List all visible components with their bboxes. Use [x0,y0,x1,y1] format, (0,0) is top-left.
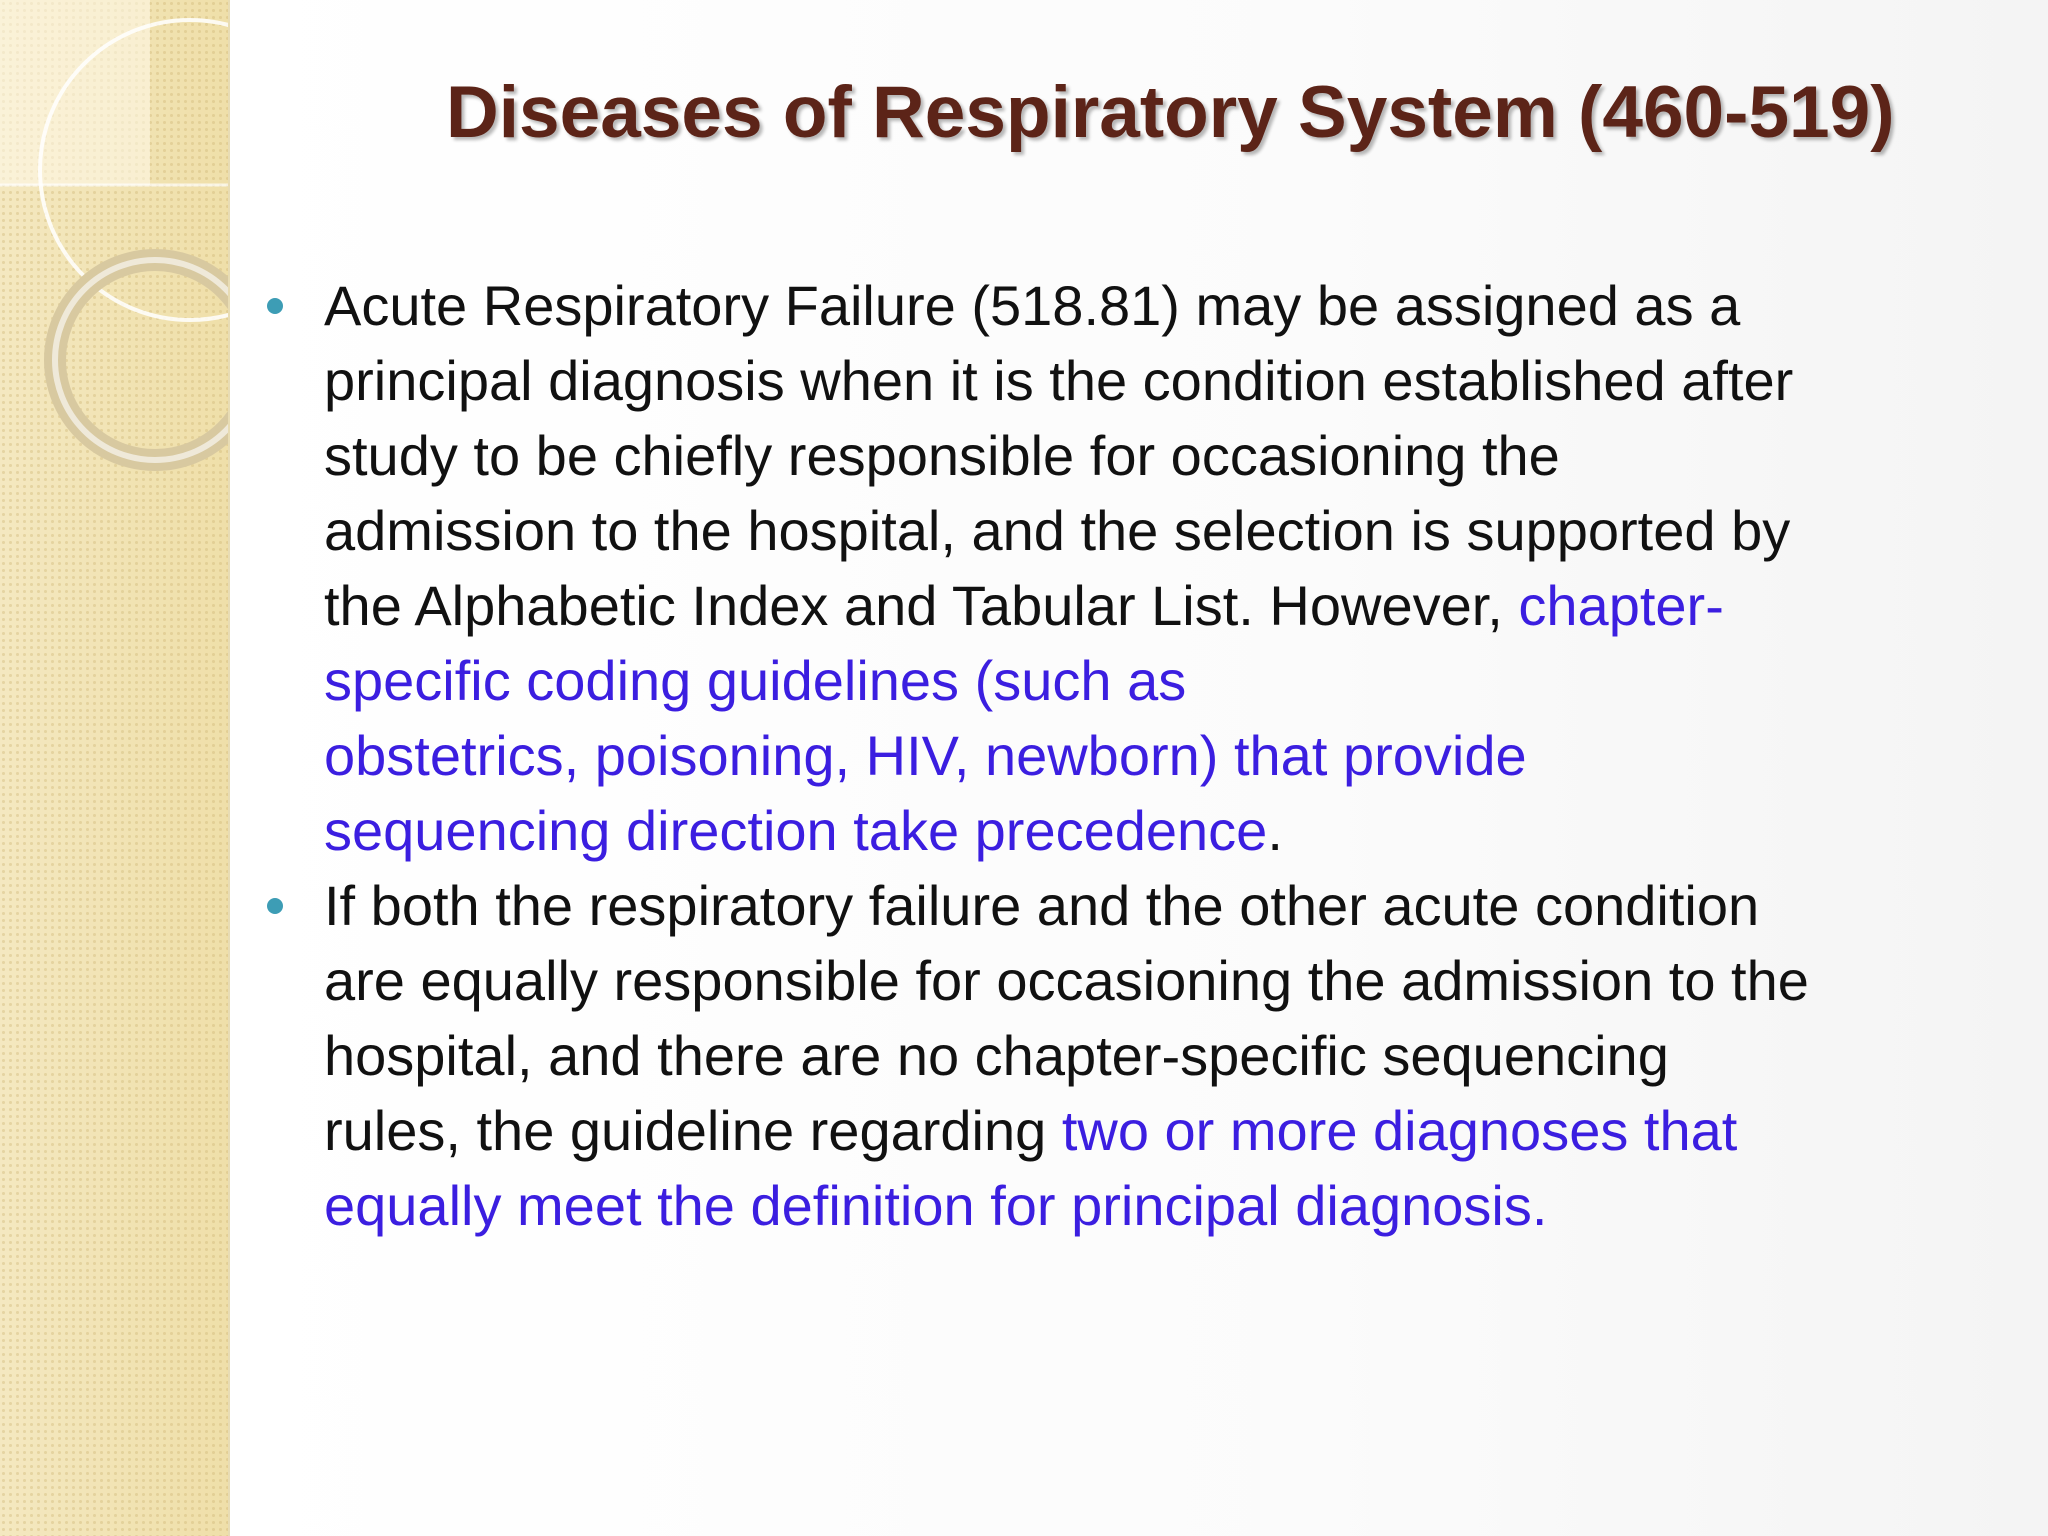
bullet-text [324,268,2024,868]
text-line [324,643,2024,718]
body-text: the Alphabetic Index and Tabular List. However, [324,574,1519,637]
text-line [324,1168,2024,1243]
body-text: . [1267,799,1283,862]
text-line [324,868,2024,943]
bullet-item [324,268,2024,868]
text-line [324,1018,2024,1093]
text-line [324,943,2024,1018]
body-text: are equally responsible for occasioning the admission to the [324,949,1809,1012]
text-line [324,493,2024,568]
body-text: hospital, and there are no chapter-specific sequencing [324,1024,1669,1087]
bullet-list [324,268,2024,1243]
bullet-text [324,868,2024,1243]
text-line [324,793,2024,868]
highlighted-text: two or more diagnoses that [1061,1099,1738,1162]
highlighted-text: chapter- [1518,574,1724,637]
highlighted-text: specific coding guidelines (such as [324,649,1187,712]
body-text: rules, the guideline regarding [324,1099,1062,1162]
text-line [324,718,2024,793]
highlighted-text: obstetrics, poisoning, HIV, newborn) that provide [324,724,1527,787]
body-text: If both the respiratory failure and the other acute condition [324,874,1760,937]
bullet-dot-icon [267,898,283,914]
body-text: Acute Respiratory Failure (518.81) may be assigned as a [324,274,1741,337]
bullet-dot-icon [267,298,283,314]
body-text: principal diagnosis when it is the condition established after [324,349,1794,412]
highlighted-text: equally meet the definition for principal diagnosis. [324,1174,1548,1237]
decorative-side-panel [0,0,230,1536]
slide-title: Diseases of Respiratory System (460-519) [446,72,1895,153]
text-line [324,1093,2024,1168]
text-line [324,268,2024,343]
body-text: admission to the hospital, and the selection is supported by [324,499,1791,562]
text-line [324,418,2024,493]
highlighted-text: sequencing direction take precedence [324,799,1268,862]
bullet-item [324,868,2024,1243]
text-line [324,343,2024,418]
body-text: study to be chiefly responsible for occasioning the [324,424,1560,487]
decorative-rings-graphic [0,0,228,1536]
text-line [324,568,2024,643]
